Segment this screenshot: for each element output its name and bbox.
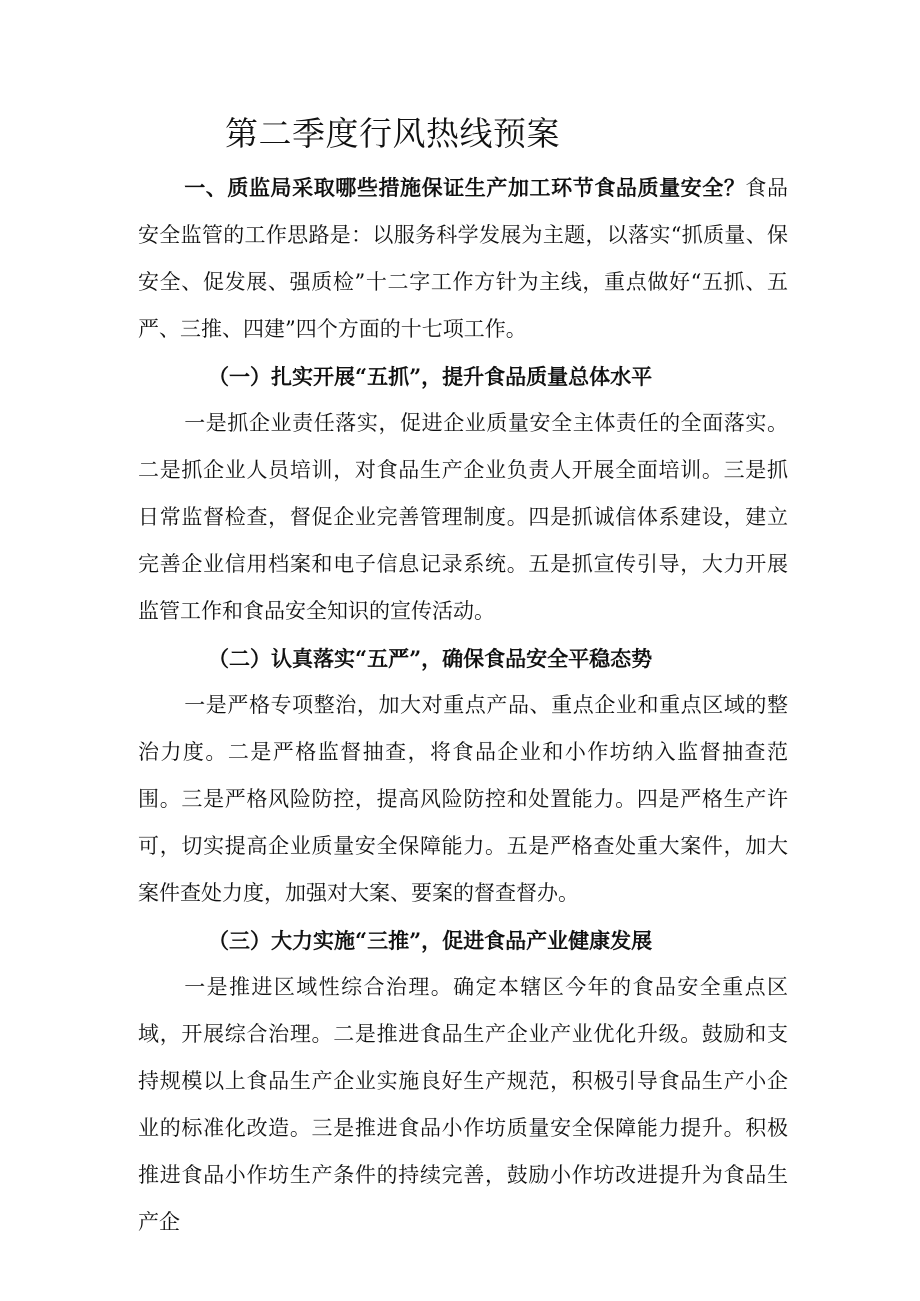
section-heading-3: （三）大力实施“三推”，促进食品产业健康发展	[208, 928, 653, 953]
question-text: 食品安全监管的工作思路是：以服务科学发展为主题，以落实“抓质量、保安全、促发展、强质检”十二字工作方针为主线，重点做好“五抓、五严、三推、四建”四个方面的十七项工作。	[138, 176, 789, 341]
section-heading-2: （二）认真落实“五严”，确保食品安全平稳态势	[208, 646, 653, 671]
document-body	[138, 164, 788, 1246]
section-heading-1: （一）扎实开展“五抓”，提升食品质量总体水平	[208, 364, 653, 389]
question-lead: 一、质监局采取哪些措施保证生产加工环节食品质量安全？	[184, 175, 746, 200]
section-text-1: 一是抓企业责任落实，促进企业质量安全主体责任的全面落实。二是抓企业人员培训，对食品生产企业负责人开展全面培训。三是抓日常监督检查，督促企业完善管理制度。四是抓诚信体系建设，建立完善企业信用档案和电子信息记录系统。五是抓宣传引导，大力开展监管工作和食品安全知识的宣传活动。	[138, 411, 788, 623]
document-title: 第二季度行风热线预案	[225, 114, 560, 153]
section-text-2: 一是严格专项整治，加大对重点产品、重点企业和重点区域的整治力度。二是严格监督抽查，将食品企业和小作坊纳入监督抽查范围。三是严格风险防控，提高风险防控和处置能力。四是严格生产许可，切实提高企业质量安全保障能力。五是严格查处重大案件，加大案件查处力度，加强对大案、要案的督查督办。	[138, 693, 788, 905]
section-text-3: 一是推进区域性综合治理。确定本辖区今年的食品安全重点区域，开展综合治理。二是推进食品生产企业产业优化升级。鼓励和支持规模以上食品生产企业实施良好生产规范，积极引导食品生产小企业的标准化改造。三是推进食品小作坊质量安全保障能力提升。积极推进食品小作坊生产条件的持续完善，鼓励小作坊改进提升为食品生产企	[138, 975, 788, 1234]
question-paragraph	[138, 164, 788, 353]
